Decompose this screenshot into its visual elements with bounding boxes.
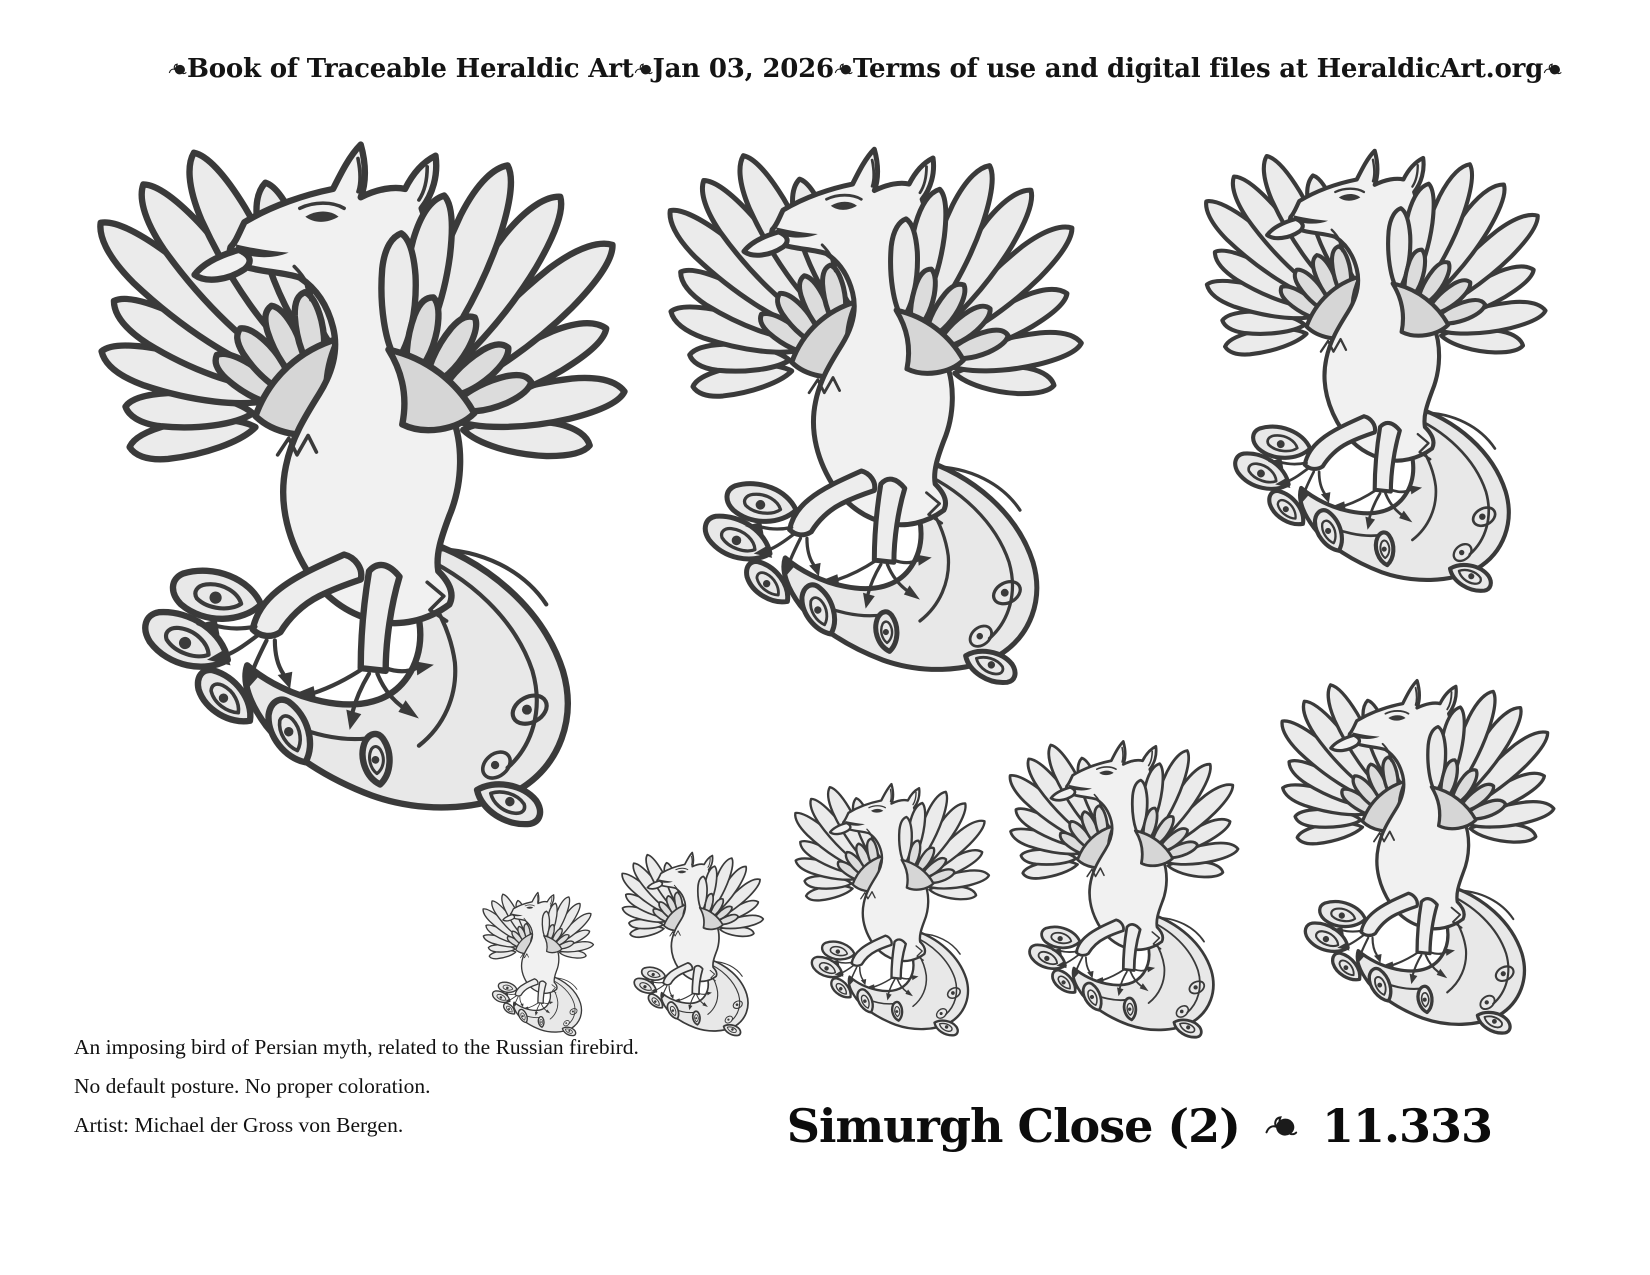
- simurgh-figure-6: [795, 778, 990, 1036]
- fleuron-icon: [1264, 1112, 1298, 1140]
- description: [74, 1036, 639, 1153]
- header-date: Jan 03, 2026: [652, 54, 834, 84]
- simurgh-figure-5: [622, 848, 764, 1036]
- header-terms-link[interactable]: Terms of use and digital files at HeraldicArt.org: [852, 54, 1544, 84]
- description-line-3: Artist: Michael der Gross von Bergen.: [74, 1113, 404, 1137]
- simurgh-figure-4: [483, 889, 594, 1036]
- plate-title: Simurgh Close (2): [786, 1099, 1240, 1153]
- title-block: [787, 1096, 1492, 1156]
- book-title: Book of Traceable Heraldic Art: [187, 54, 634, 84]
- description-line-2: No default posture. No proper coloration.: [74, 1074, 431, 1098]
- simurgh-figure-3: [1206, 140, 1547, 592]
- simurgh-figure-7: [1010, 734, 1239, 1038]
- simurgh-figure-1: [100, 128, 627, 826]
- simurgh-figure-2: [670, 136, 1083, 684]
- description-line-1: An imposing bird of Persian myth, related to the Russian firebird.: [74, 1035, 639, 1059]
- simurgh-figure-8: [1282, 672, 1555, 1034]
- plate-number: 11.333: [1321, 1099, 1492, 1153]
